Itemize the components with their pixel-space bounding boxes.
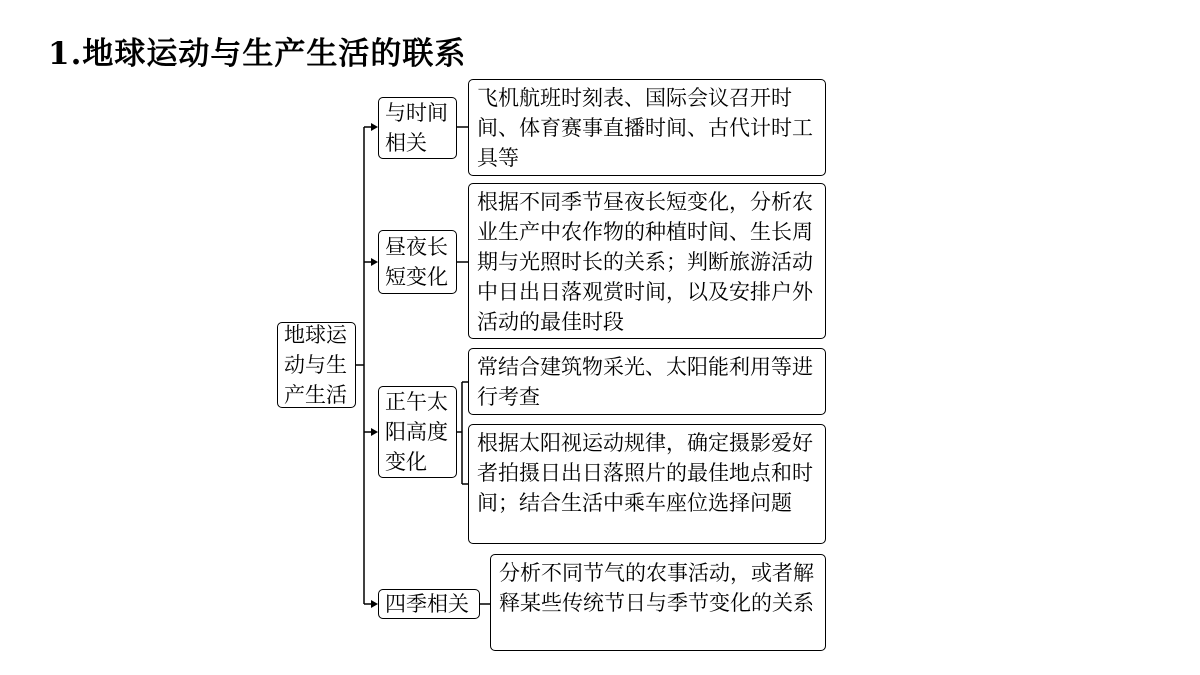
detail-noon-sun-angle-1 [468,348,826,415]
branch-day-length [378,230,457,294]
detail-text: 常结合建筑物采光、太阳能利用等进行考查 [477,355,813,409]
detail-noon-sun-angle-2 [468,424,826,544]
detail-day-length [468,183,826,339]
detail-seasons [490,554,826,651]
root-node [277,322,356,408]
detail-text: 飞机航班时刻表、国际会议召开时间、体育赛事直播时间、古代计时工具等 [477,86,813,170]
branch-label: 与时间相关 [385,101,448,155]
page-title: 1.地球运动与生产生活的联系 [48,36,467,72]
detail-text: 根据不同季节昼夜长短变化，分析农业生产中农作物的种植时间、生长周期与光照时长的关系；判断旅游活动中日出日落观赏时间，以及安排户外活动的最佳时段 [477,190,813,334]
detail-time [468,79,826,176]
detail-text: 根据太阳视运动规律，确定摄影爱好者拍摄日出日落照片的最佳地点和时间；结合生活中乘车座位选择问题 [477,431,813,515]
branch-label: 昼夜长短变化 [385,235,448,289]
branch-label: 四季相关 [385,592,469,616]
branch-time [378,97,457,159]
branch-label: 正午太阳高度变化 [385,390,448,474]
detail-text: 分析不同节气的农事活动，或者解释某些传统节日与季节变化的关系 [499,561,814,615]
branch-noon-sun-angle [378,386,457,478]
root-label: 地球运动与生产生活 [284,323,347,407]
branch-seasons [378,589,480,619]
